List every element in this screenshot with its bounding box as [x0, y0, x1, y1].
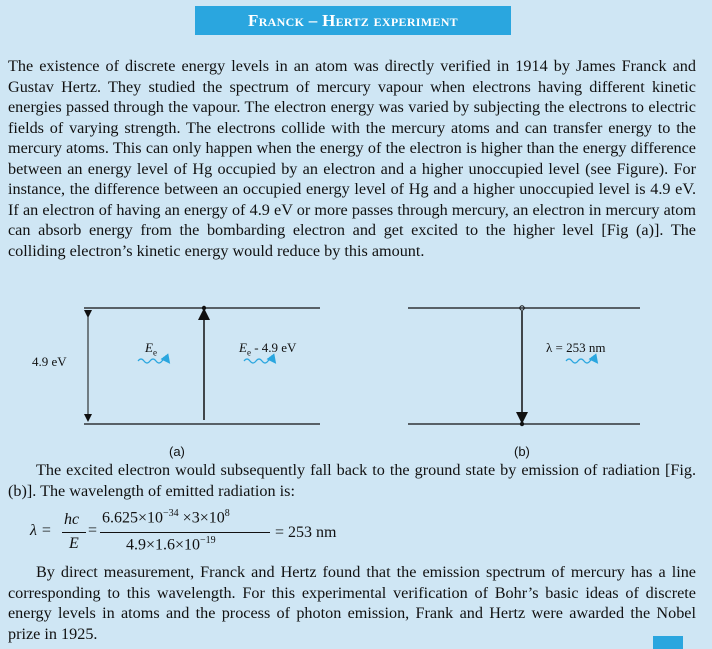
- outgoing-energy-symbol: E: [239, 340, 247, 355]
- outgoing-energy-suffix: - 4.9 eV: [250, 340, 297, 355]
- equation-lhs: λ =: [30, 522, 52, 539]
- equation-hc: hc: [64, 511, 80, 528]
- fraction-line-hc: [62, 532, 86, 533]
- fraction-line-values: [100, 532, 270, 533]
- wavelength-equation: [30, 508, 450, 556]
- caption-b: (b): [514, 444, 530, 459]
- equation-equals: =: [88, 522, 98, 539]
- energy-gap-label: 4.9 eV: [32, 354, 67, 369]
- electron-dot-a: [202, 306, 206, 310]
- page-corner-marker: [653, 636, 683, 649]
- paragraph-conclusion: By direct measurement, Franck and Hertz found that the emission spectrum of mercury has a line corresponding to this wavelength. For this experimental verification of Bohr’s basic ideas of discrete energy levels in atoms and the process of photon emission, Frank and Hertz were awarded the Nobel prize in 1925.: [8, 563, 696, 643]
- equation-e: E: [69, 535, 79, 552]
- paragraph-emission: The excited electron would subsequently fall back to the ground state by emission of radiation [Fig. (b)]. The wavelength of emitted radiation is:: [8, 461, 696, 500]
- outgoing-energy-subscript: e: [246, 347, 251, 358]
- incoming-energy-label: [145, 340, 157, 358]
- emission-wavelength-label: λ = 253 nm: [546, 340, 606, 355]
- incoming-electron-wave: [138, 359, 168, 363]
- equation-numerator: $6.625\times 10^{-34} \times 3\times 10^8$: [102, 508, 230, 527]
- outgoing-electron-wave: [244, 359, 274, 363]
- outgoing-energy-label: [239, 340, 296, 358]
- section-title: Franck – Hertz experiment: [195, 6, 511, 35]
- electron-dot-b-bottom: [520, 422, 524, 426]
- emitted-photon-wave: [566, 359, 596, 363]
- equation-denominator: $4.9\times 1.6\times 10^{-19}$: [126, 535, 216, 554]
- equation-result: = 253 nm: [275, 524, 337, 541]
- energy-level-diagram: [0, 296, 712, 466]
- paragraph-intro: The existence of discrete energy levels in an atom was directly verified in 1914 by James Franck and Gustav Hertz. They studied the spectrum of mercury vapour when electrons having different kinetic energies passed through the vapour. The electron energy was varied by subjecting the electrons to electric fields of varying strength. The electrons collide with the mercury atoms and can transfer energy to the mercury atoms. This can only happen when the energy of the electron is higher than the energy difference between an energy level of Hg occupied by an electron and a higher unoccupied level (see Figure). For instance, the difference between an occupied energy level of Hg and a higher unoccupied level is 4.9 eV. If an electron of having an energy of 4.9 eV or more passes through mercury, an electron in mercury atom can absorb energy from the bombarding electron and get excited to the higher level [Fig (a)]. The colliding electron’s kinetic energy would reduce by this amount.: [8, 57, 696, 260]
- energy-level-figure: [0, 296, 712, 466]
- incoming-energy-subscript: e: [152, 347, 157, 358]
- incoming-energy-symbol: E: [145, 340, 153, 355]
- caption-a: (a): [169, 444, 185, 459]
